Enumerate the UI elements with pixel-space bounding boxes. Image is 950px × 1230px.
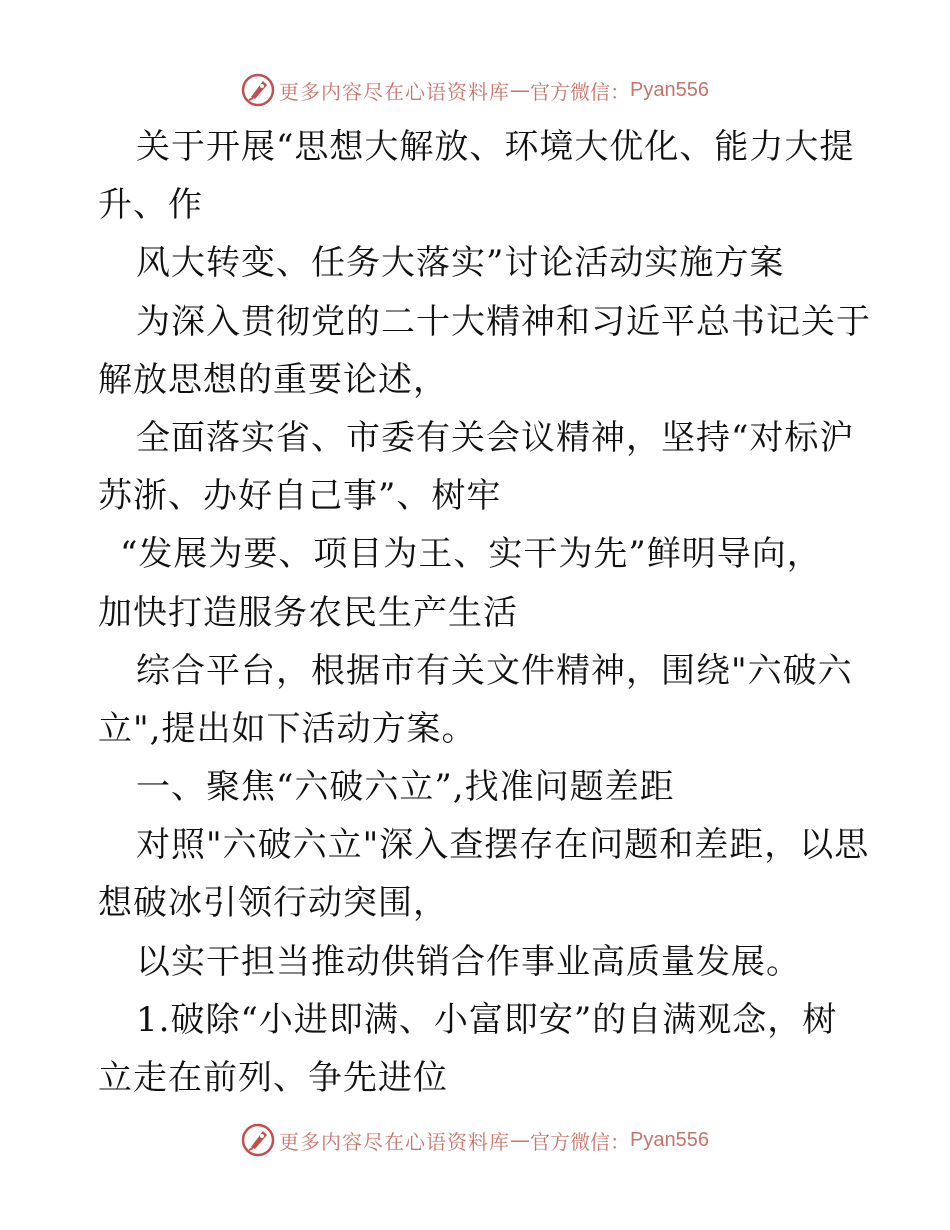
- paragraph-line: 对照"六破六立"深入查摆存在问题和差距，以思: [136, 825, 870, 866]
- title-line-3: 风大转变、任务大落实”讨论活动实施方案: [136, 243, 785, 284]
- banner-wechat-id: Pyan556: [630, 78, 709, 101]
- paragraph-line: 以实干担当推动供销合作事业高质量发展。: [136, 941, 801, 982]
- paragraph-line: 想破冰引领行动突围，: [98, 883, 448, 924]
- banner-wechat-id: Pyan556: [630, 1128, 709, 1151]
- paragraph-line: 立",提出如下活动方案。: [98, 708, 477, 749]
- banner-text: 更多内容尽在心语资料库: [279, 1129, 511, 1154]
- paragraph-line: 解放思想的重要论述，: [98, 359, 448, 400]
- section-heading: 一、聚焦“六破六立”,找准问题差距: [136, 767, 675, 808]
- title-line-2: 升、作: [98, 185, 203, 226]
- banner-text: 更多内容尽在心语资料库: [279, 79, 511, 104]
- list-item-line: 1.破除“小进即满、小富即安”的自满观念，树: [136, 999, 838, 1040]
- paragraph-line: 为深入贯彻党的二十大精神和习近平总书记关于: [136, 301, 871, 342]
- banner-dash: —: [510, 78, 531, 102]
- document-body: [98, 118, 871, 1107]
- list-item-line: 立走在前列、争先进位: [98, 1058, 448, 1098]
- footer-banner: [0, 1120, 950, 1160]
- banner-dash: —: [510, 1128, 531, 1152]
- paragraph-line: 加快打造服务农民生产生活: [98, 592, 518, 633]
- banner-label: 官方微信：: [530, 1129, 631, 1154]
- banner-label: 官方微信：: [530, 79, 631, 104]
- paragraph-line: “发展为要、项目为王、实干为先”鲜明导向，: [120, 534, 822, 575]
- title-line-1: 关于开展“思想大解放、环境大优化、能力大提: [136, 127, 855, 167]
- pen-nib-logo-icon: [241, 73, 275, 107]
- paragraph-line: 全面落实省、市委有关会议精神，坚持“对标沪: [136, 417, 855, 458]
- pen-nib-logo-icon: [241, 1123, 275, 1157]
- paragraph-line: 苏浙、办好自己事”、树牢: [98, 476, 502, 517]
- paragraph-line: 综合平台，根据市有关文件精神，围绕"六破六: [136, 650, 853, 691]
- header-banner: [0, 70, 950, 110]
